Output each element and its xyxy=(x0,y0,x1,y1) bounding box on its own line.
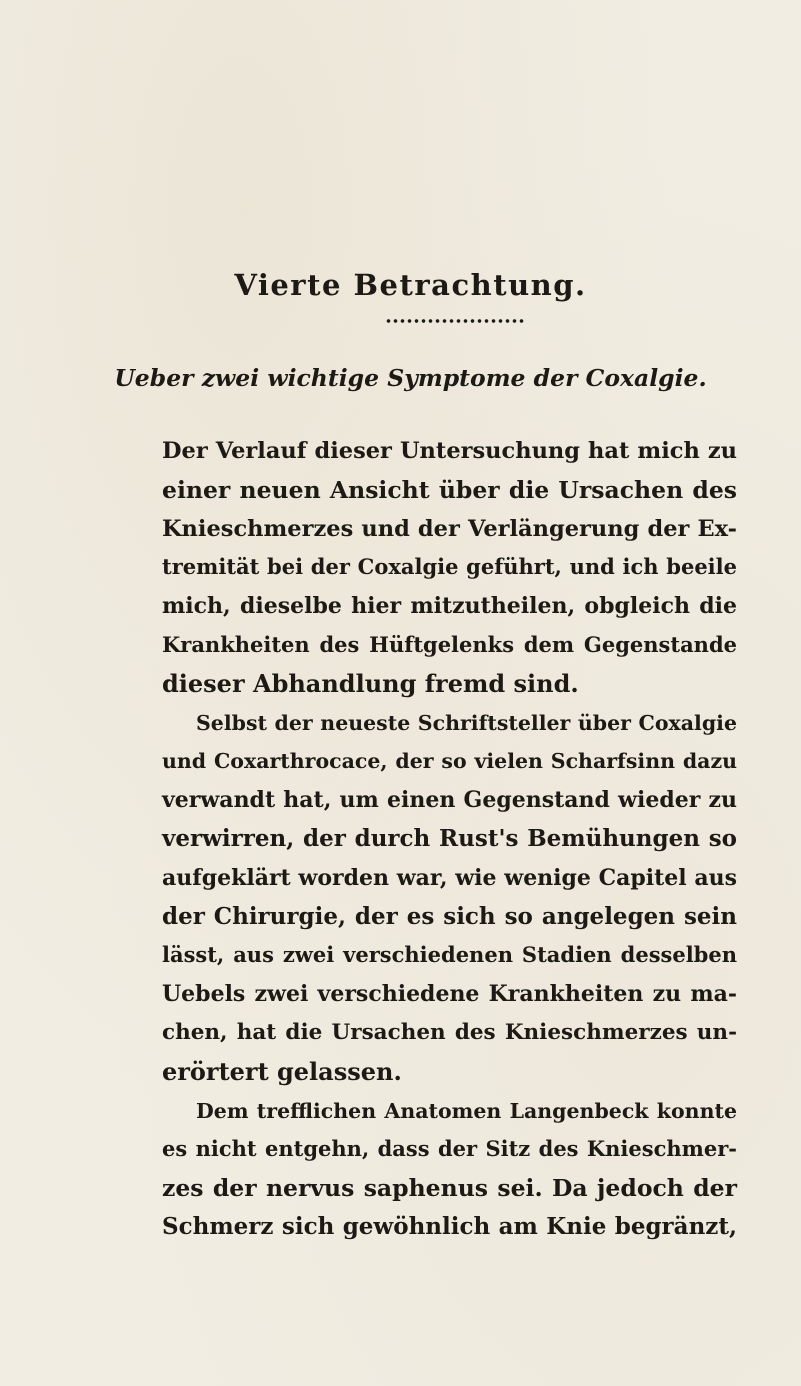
text-line: verwandt hat, um einen Gegenstand wieder zu xyxy=(162,787,737,814)
text-line: und Coxarthrocace, der so vielen Scharfsinn dazu xyxy=(162,749,737,774)
text-line: erörtert gelassen. xyxy=(162,1056,402,1086)
body-text xyxy=(162,432,737,1247)
text-line: Knieschmerzes und der Verlängerung der Ex- xyxy=(162,515,737,542)
text-line: tremität bei der Coxalgie geführt, und ich beeile xyxy=(162,554,737,580)
text-line: Schmerz sich gewöhnlich am Knie begränzt, xyxy=(162,1212,737,1240)
chapter-subtitle: Ueber zwei wichtige Symptome der Coxalgie. xyxy=(114,364,707,392)
text-line: dieser Abhandlung fremd sind. xyxy=(162,668,579,698)
dotted-rule xyxy=(385,318,525,324)
text-line: einer neuen Ansicht über die Ursachen des xyxy=(162,475,737,504)
text-line: es nicht entgehn, dass der Sitz des Knieschmer- xyxy=(162,1136,737,1162)
text-line: Dem trefflichen Anatomen Langenbeck konnte xyxy=(196,1098,737,1123)
text-line: Selbst der neueste Schriftsteller über Coxalgie xyxy=(196,710,737,735)
text-line: chen, hat die Ursachen des Knieschmerzes un- xyxy=(162,1019,737,1045)
text-line: Krankheiten des Hüftgelenks dem Gegenstande xyxy=(162,631,737,657)
chapter-heading: Vierte Betrachtung. xyxy=(234,268,587,302)
text-line: aufgeklärt worden war, wie wenige Capitel aus xyxy=(162,864,737,891)
text-line: verwirren, der durch Rust's Bemühungen so xyxy=(162,824,737,852)
text-line: mich, dieselbe hier mitzutheilen, obgleich die xyxy=(162,593,737,620)
text-line: der Chirurgie, der es sich so angelegen sein xyxy=(162,902,737,930)
text-line: Uebels zwei verschiedene Krankheiten zu ma- xyxy=(162,981,737,1008)
text-line: Der Verlauf dieser Untersuchung hat mich zu xyxy=(162,438,737,464)
text-line: lässt, aus zwei verschiedenen Stadien desselben xyxy=(162,942,737,968)
text-line: zes der nervus saphenus sei. Da jedoch der xyxy=(162,1174,737,1203)
